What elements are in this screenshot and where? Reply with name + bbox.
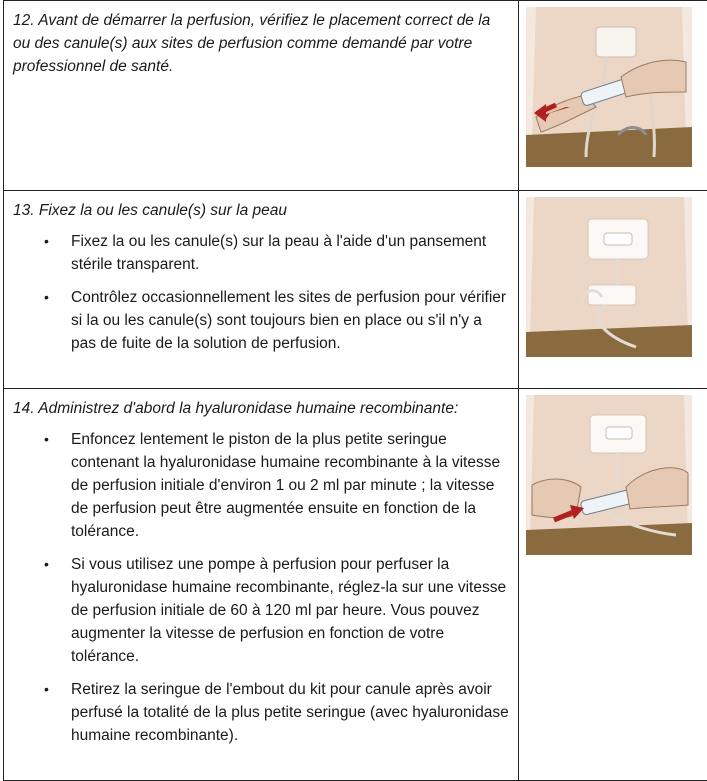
step-13-text-cell [4, 191, 519, 389]
step-13-image-cell [519, 191, 707, 389]
list-item: • Enfoncez lentement le piston de la plus petite seringue contenant la hyaluronidase humaine recombinante à la vitesse de perfusion initiale d'environ 1 ou 2 ml par minute ; la vitesse de perfusion peut être augmentée ensuite en fonction de la tolérance. [13, 428, 510, 543]
check-cannula-illustration [526, 7, 692, 167]
push-plunger-illustration [526, 395, 692, 555]
step-14-row [4, 389, 707, 781]
step-14-text-cell [4, 389, 519, 781]
list-item: • Contrôlez occasionnellement les sites de perfusion pour vérifier si la ou les canule(s) sont toujours bien en place ou s'il n'y a pas de fuite de la solution de perfusion. [13, 286, 510, 355]
step-12-text-cell [4, 1, 519, 191]
list-item: • Retirez la seringue de l'embout du kit pour canule après avoir perfusé la totalité de la plus petite seringue (avec hyaluronidase humaine recombinante). [13, 678, 510, 747]
list-item: • Fixez la ou les canule(s) sur la peau à l'aide d'un pansement stérile transparent. [13, 230, 510, 276]
step-13-row [4, 191, 707, 389]
list-item: • Si vous utilisez une pompe à perfusion pour perfuser la hyaluronidase humaine recombinante, réglez-la sur une vitesse de perfusion initiale de 60 à 120 ml par heure. Vous pouvez augmenter la vitesse de perfusion en fonction de votre tolérance. [13, 553, 510, 668]
step-12-title: 12. Avant de démarrer la perfusion, vérifiez le placement correct de la ou des canule(s) aux sites de perfusion comme demandé par votre professionnel de santé. [13, 9, 510, 78]
step-13-title: 13. Fixez la ou les canule(s) sur la peau [13, 199, 510, 222]
step-12-row [4, 1, 707, 191]
instructions-table [3, 0, 707, 781]
step-14-bullet-list [13, 428, 510, 747]
step-12-illustration [526, 7, 692, 167]
step-12-image-cell [519, 1, 707, 191]
step-14-illustration [526, 395, 692, 555]
step-14-title: 14. Administrez d'abord la hyaluronidase humaine recombinante: [13, 397, 510, 420]
step-14-image-cell [519, 389, 707, 781]
step-13-bullet-list [13, 230, 510, 355]
step-13-illustration [526, 197, 692, 357]
secure-cannula-illustration [526, 197, 692, 357]
